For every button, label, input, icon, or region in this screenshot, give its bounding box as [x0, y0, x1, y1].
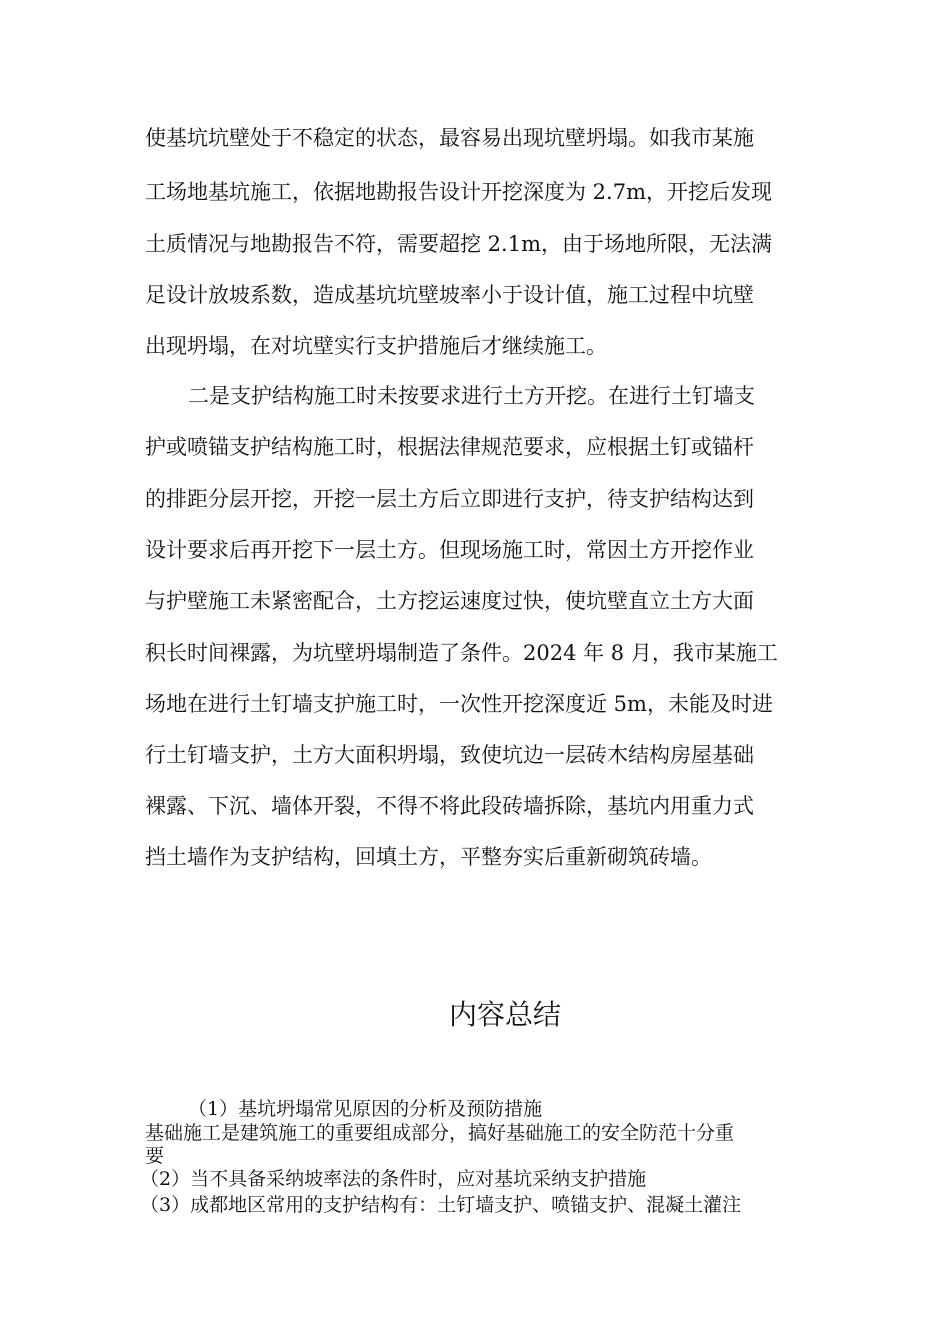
summary-title: 内容总结 — [448, 998, 561, 1031]
para2-line-6: 积长时间裸露，为坑壁坍塌制造了条件。2024 年 8 月，我市某施工 — [145, 641, 778, 665]
para1-line-4: 足设计放坡系数，造成基坑坑壁坡率小于设计值，施工过程中坑壁 — [145, 283, 754, 307]
para2-line-8: 行土钉墙支护，土方大面积坍塌，致使坑边一层砖木结构房屋基础 — [145, 743, 754, 767]
para1-line-3: 土质情况与地勘报告不符，需要超挖 2.1m，由于场地所限，无法满 — [145, 232, 772, 256]
summary-line-2: 基础施工是建筑施工的重要组成部分，搞好基础施工的安全防范十分重 — [145, 1122, 735, 1144]
para2-line-7: 场地在进行土钉墙支护施工时，一次性开挖深度近 5m，未能及时进 — [145, 692, 773, 716]
para2-line-10: 挡土墙作为支护结构，回填土方，平整夯实后重新砌筑砖墙。 — [145, 845, 712, 869]
para2-line-3: 的排距分层开挖，开挖一层土方后立即进行支护，待支护结构达到 — [145, 487, 754, 511]
para1-line-1: 使基坑坑壁处于不稳定的状态，最容易出现坑壁坍塌。如我市某施 — [145, 126, 754, 150]
para2-line-2: 护或喷锚支护结构施工时，根据法律规范要求，应根据土钉或锚杆 — [145, 435, 754, 459]
para1-line-5: 出现坍塌，在对坑壁实行支护措施后才继续施工。 — [145, 334, 607, 358]
para2-line-5: 与护壁施工未紧密配合，土方挖运速度过快，使坑壁直立土方大面 — [145, 589, 754, 613]
para2-line-9: 裸露、下沉、墙体开裂，不得不将此段砖墙拆除，基坑内用重力式 — [145, 794, 754, 818]
summary-line-1: （1）基坑坍塌常见原因的分析及预防措施 — [188, 1098, 543, 1120]
summary-line-4: （2）当不具备采纳坡率法的条件时，应对基坑采纳支护措施 — [140, 1168, 647, 1190]
summary-line-5: （3）成都地区常用的支护结构有：土钉墙支护、喷锚支护、混凝土灌注 — [140, 1194, 742, 1216]
summary-line-3: 要 — [145, 1145, 165, 1167]
para1-line-2: 工场地基坑施工，依据地勘报告设计开挖深度为 2.7m，开挖后发现 — [145, 180, 772, 204]
para2-line-1: 二是支护结构施工时未按要求进行土方开挖。在进行土钉墙支 — [188, 384, 755, 408]
para2-line-4: 设计要求后再开挖下一层土方。但现场施工时，常因土方开挖作业 — [145, 538, 754, 562]
